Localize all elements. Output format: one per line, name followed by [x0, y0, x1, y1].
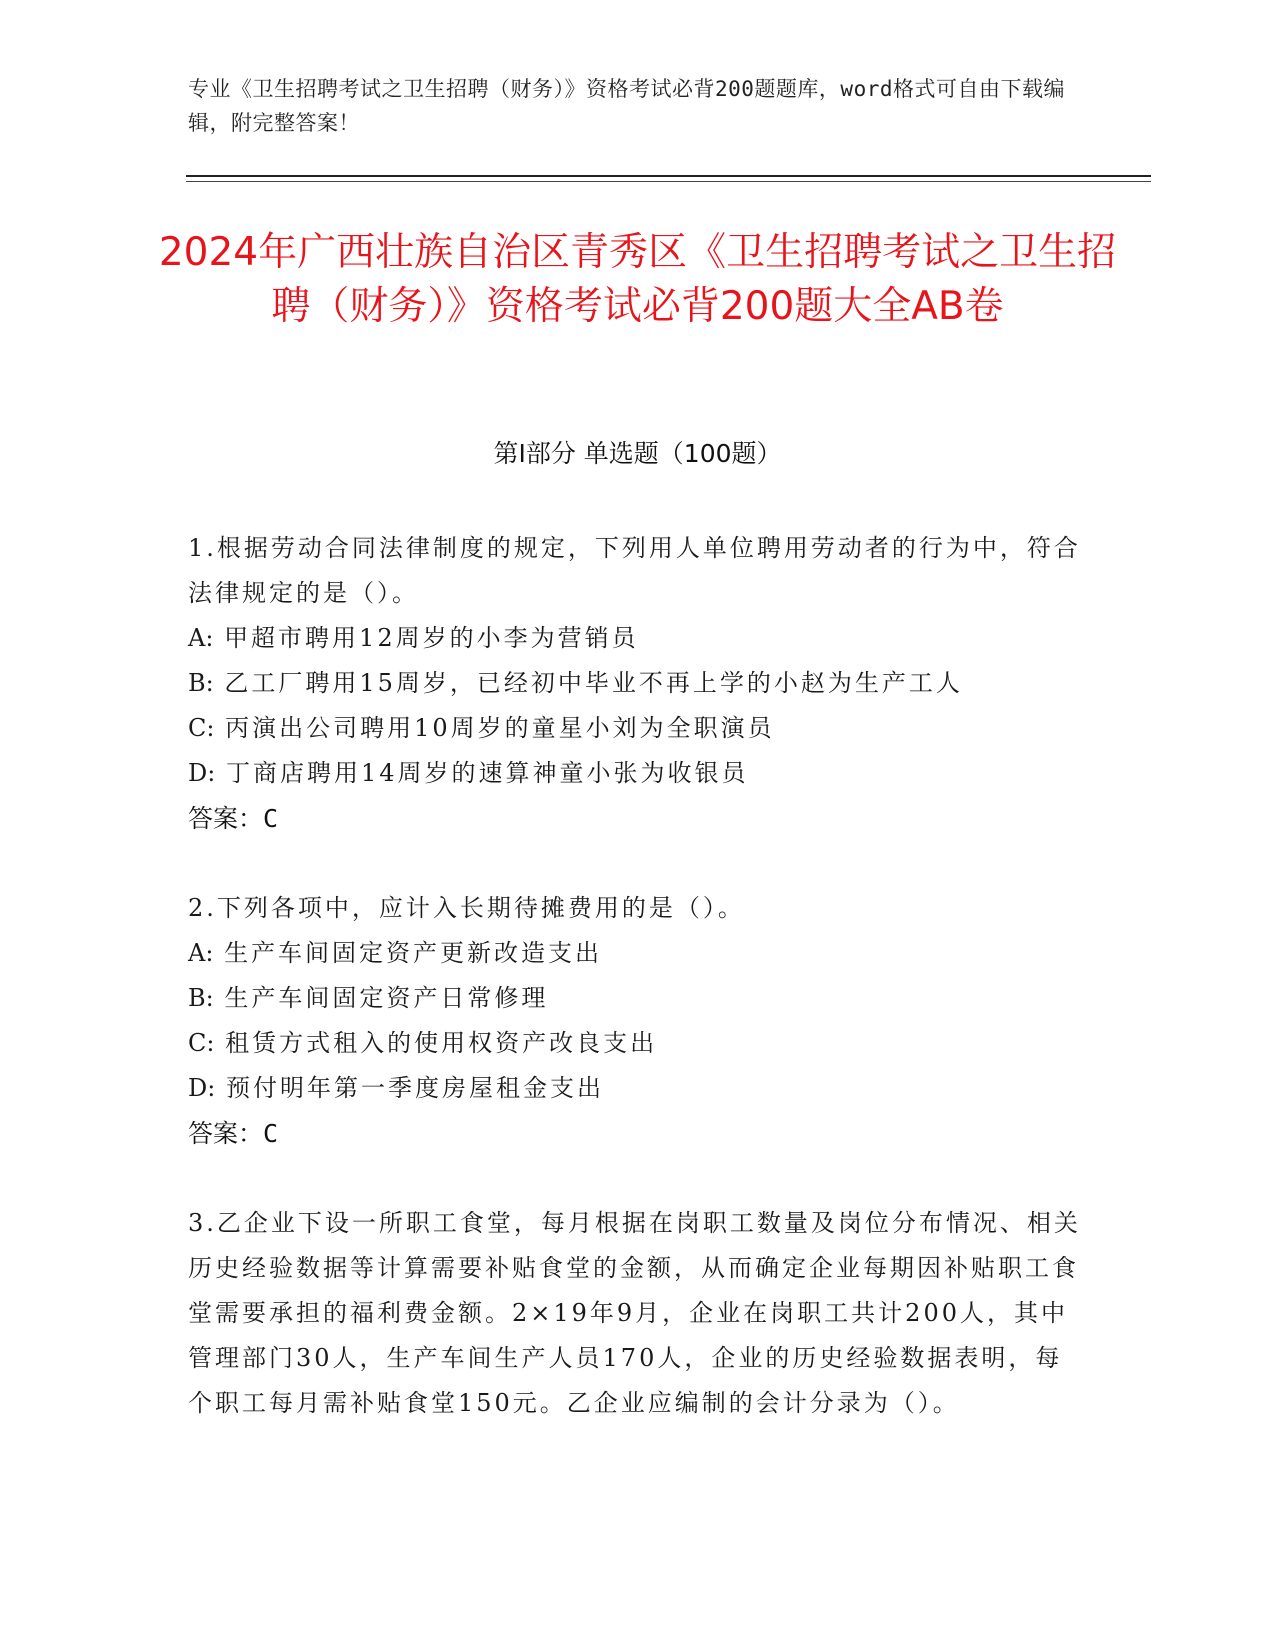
- option-letter: C:: [188, 1029, 215, 1057]
- option-b: [188, 661, 1088, 706]
- option-a: [188, 616, 1088, 661]
- option-text: 乙工厂聘用15周岁，已经初中毕业不再上学的小赵为生产工人: [224, 669, 963, 697]
- section-heading: 第Ⅰ部分 单选题（100题）: [493, 439, 782, 468]
- question-3: [188, 1201, 1088, 1426]
- option-text: 预付明年第一季度房屋租金支出: [225, 1074, 604, 1102]
- answer-line: 答案：C: [188, 1119, 279, 1148]
- option-letter: A:: [188, 624, 214, 652]
- option-b: [188, 976, 1088, 1021]
- option-d: [188, 1066, 1088, 1111]
- option-letter: D:: [188, 759, 216, 787]
- question-2: [188, 886, 1088, 1157]
- option-letter: B:: [188, 669, 214, 697]
- document-title: 2024年广西壮族自治区青秀区《卫生招聘考试之卫生招聘（财务）》资格考试必背200题大全AB卷: [158, 230, 1117, 329]
- option-text: 生产车间固定资产日常修理: [224, 984, 549, 1012]
- option-text: 丁商店聘用14周岁的速算神童小张为收银员: [225, 759, 749, 787]
- question-stem: 2.下列各项中，应计入长期待摊费用的是（）。: [188, 894, 745, 922]
- question-list: [188, 526, 1088, 1470]
- option-a: [188, 931, 1088, 976]
- option-text: 租赁方式租入的使用权资产改良支出: [225, 1029, 658, 1057]
- answer-line: 答案：C: [188, 804, 279, 833]
- header-divider-thick: [186, 175, 1151, 177]
- option-letter: A:: [188, 939, 214, 967]
- question-stem: 3.乙企业下设一所职工食堂，每月根据在岗职工数量及岗位分布情况、相关历史经验数据等计算需要补贴食堂的金额，从而确定企业每期因补贴职工食堂需要承担的福利费金额。2×19年9月，企业在岗职工共计200人，其中管理部门30人，生产车间生产人员170人，企业的历史经验数据表明，每个职工每月需补贴食堂150元。乙企业应编制的会计分录为（）。: [188, 1209, 1081, 1417]
- option-text: 生产车间固定资产更新改造支出: [224, 939, 603, 967]
- option-text: 丙演出公司聘用10周岁的童星小刘为全职演员: [225, 714, 775, 742]
- option-c: [188, 706, 1088, 751]
- option-c: [188, 1021, 1088, 1066]
- header-note: 专业《卫生招聘考试之卫生招聘（财务）》资格考试必背200题题库，word格式可自由下载编辑，附完整答案！: [188, 77, 1065, 135]
- header-divider-thin: [186, 181, 1151, 182]
- option-letter: D:: [188, 1074, 216, 1102]
- option-d: [188, 751, 1088, 796]
- option-letter: C:: [188, 714, 215, 742]
- option-text: 甲超市聘用12周岁的小李为营销员: [224, 624, 639, 652]
- question-1: [188, 526, 1088, 842]
- option-letter: B:: [188, 984, 214, 1012]
- question-stem: 1.根据劳动合同法律制度的规定，下列用人单位聘用劳动者的行为中，符合法律规定的是（）。: [188, 534, 1081, 607]
